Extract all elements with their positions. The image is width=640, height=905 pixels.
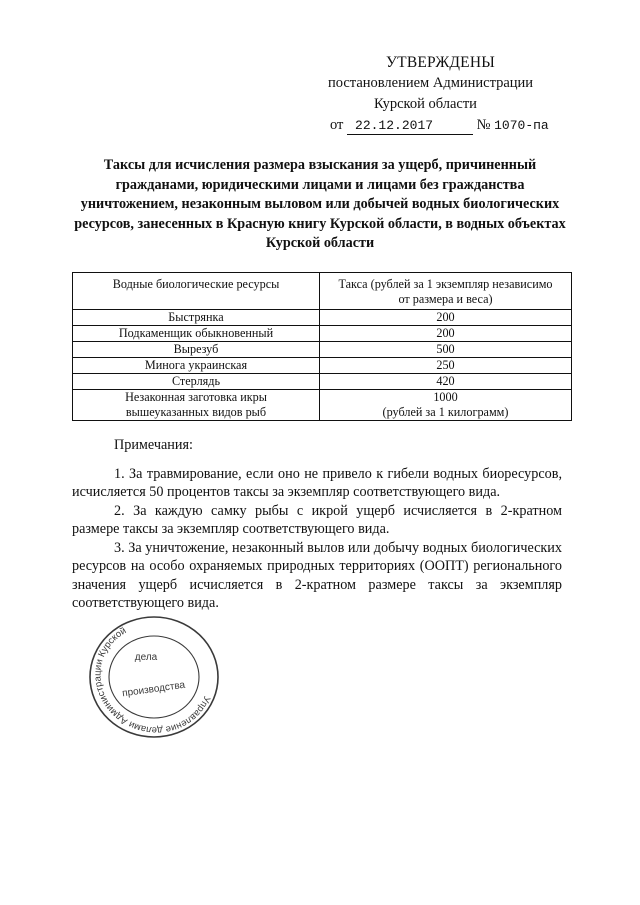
header-rate [320, 273, 572, 310]
resource-name [73, 390, 320, 421]
approval-date-number [300, 115, 600, 136]
resource-rate: 200 [320, 310, 572, 326]
header-resources: Водные биологические ресурсы [73, 273, 320, 310]
resource-name: Быстрянка [73, 310, 320, 326]
table-row [73, 326, 572, 342]
decree-number: 1070-па [494, 118, 549, 133]
caviar-line-2: вышеуказанных видов рыб [125, 405, 267, 419]
stamp-center-line-2: производства [121, 679, 186, 700]
resource-rate [320, 390, 572, 421]
notes-section [72, 436, 562, 613]
approval-block [300, 52, 600, 136]
table-row-caviar [73, 390, 572, 421]
approval-line-2: Курской области [374, 96, 477, 112]
approval-line-1: постановлением Администрации [328, 75, 534, 91]
resource-name: Подкаменщик обыкновенный [73, 326, 320, 342]
caviar-rate-unit: (рублей за 1 килограмм) [382, 405, 509, 419]
note-item: 3. За уничтожение, незаконный вылов или добычу водных биологических ресурсов на особо охраняемых природных территориях (ООПТ) регионального значения ущерб исчисляется в 2-кратном размере таксы за экземпляр соответствующего вида. [72, 539, 562, 611]
resource-rate: 420 [320, 374, 572, 390]
table-header-row [73, 273, 572, 310]
approval-heading: УТВЕРЖДЕНЫ [386, 54, 495, 71]
resource-rate: 200 [320, 326, 572, 342]
document-title: Таксы для исчисления размера взыскания за ущерб, причиненный гражданами, юридическими лицами и лицами без гражданства уничтожением, незаконным выловом или добычей водных биологических ресурсов, занесенных в Красную книгу Курской области, в водных объектах Курской области [74, 157, 566, 251]
resource-name: Минога украинская [73, 358, 320, 374]
caviar-rate-value: 1000 [433, 390, 458, 404]
table-row [73, 358, 572, 374]
note-item: 1. За травмирование, если оно не привело к гибели водных биоресурсов, исчисляется 50 процентов таксы за экземпляр соответствующего вида. [72, 465, 562, 500]
resource-name: Вырезуб [73, 342, 320, 358]
stamp-center-line-1: дела [134, 652, 158, 663]
table-row [73, 374, 572, 390]
header-rate-line-2: от размера и веса) [398, 292, 493, 306]
notes-heading: Примечания: [114, 437, 193, 453]
resource-rate: 500 [320, 342, 572, 358]
rates-table [72, 272, 572, 421]
decree-date: 22.12.2017 [347, 118, 473, 135]
stamp-ring-text: Управление делами Администрации Курской [92, 625, 213, 736]
resource-rate: 250 [320, 358, 572, 374]
header-rate-line-1: Такса (рублей за 1 экземпляр независимо [338, 277, 553, 291]
table-row [73, 310, 572, 326]
caviar-line-1: Незаконная заготовка икры [125, 390, 267, 404]
note-item: 2. За каждую самку рыбы с икрой ущерб исчисляется в 2-кратном размере таксы за экземпляр соответствующего вида. [72, 502, 562, 537]
number-label: № [476, 117, 491, 133]
table-row [73, 342, 572, 358]
official-stamp [84, 612, 224, 742]
stamp-seal-icon [84, 612, 224, 742]
from-label: от [330, 117, 344, 133]
resource-name: Стерлядь [73, 374, 320, 390]
